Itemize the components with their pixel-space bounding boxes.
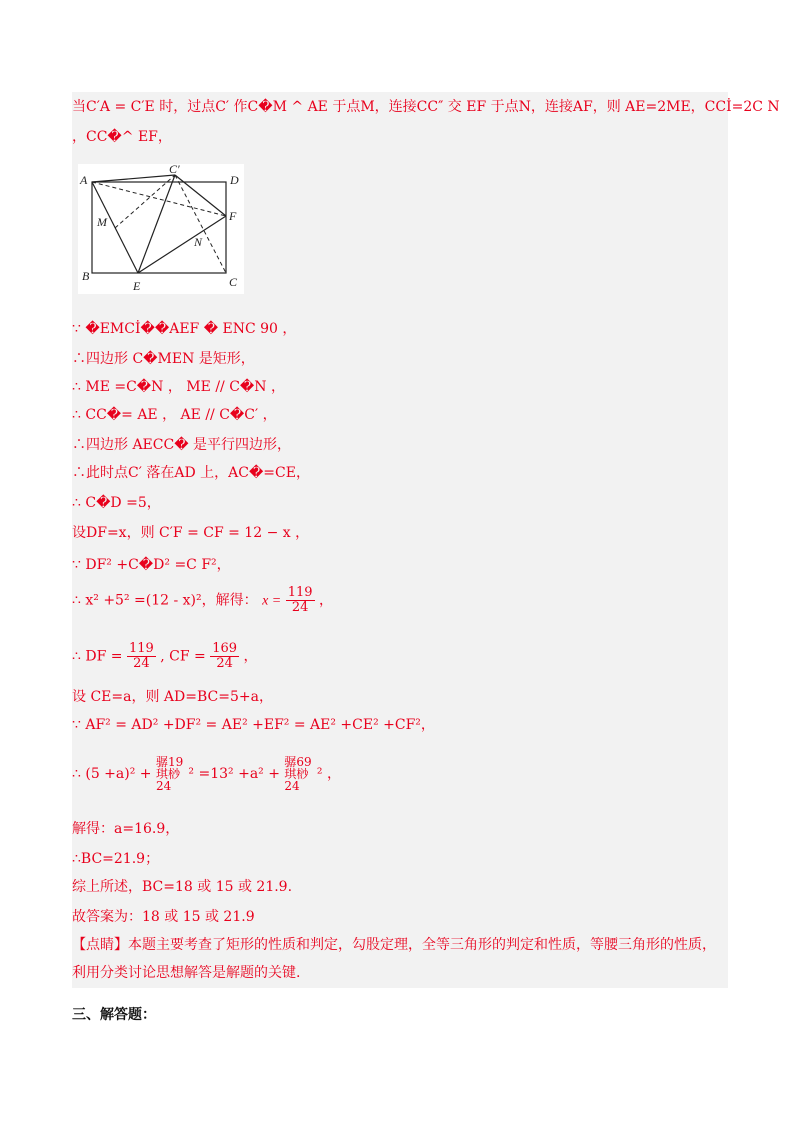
solution-line-8: ∴此时点C′ 落在AD 上，AC�=CE，: [72, 465, 310, 481]
section-heading: 三、解答题：: [72, 1007, 156, 1023]
solution-line-19: 综上所述，BC=18 或 15 或 21.9.: [72, 879, 293, 895]
fraction-x-numerator: 119: [287, 585, 313, 600]
solution-line-10: 设DF=x，则 C′F = CF = 12 − x ，: [72, 525, 310, 541]
solution-line-9: ∴ C�D =5，: [72, 495, 161, 511]
solution-line-5: ∴ ME =C�N ， ME // C�N ，: [72, 379, 285, 395]
solution-line-11: ∵ DF² +C�D² =C F²，: [72, 557, 231, 573]
fraction-df-denominator: 24: [133, 656, 150, 671]
fraction-cf-denominator: 24: [216, 656, 233, 671]
equation-13-cf: , CF =: [160, 648, 206, 665]
solution-line-20: 故答案为：18 或 15 或 21.9: [72, 909, 255, 925]
solution-line-12: ∴ x² +5² =(12 - x)²，解得： x = $\frac{119}{24}$ ，: [72, 585, 333, 615]
solution-line-16: [72, 756, 341, 792]
solution-line-18: ∴BC=21.9；: [72, 851, 160, 867]
figure-label-m: M: [97, 215, 107, 229]
solution-line-15: ∵ AF² = AD² +DF² = AE² +EF² = AE² +CE² +CF²，: [72, 717, 435, 733]
fraction-df-numerator: 119: [128, 641, 154, 656]
equation-12-x: x =: [262, 593, 282, 609]
figure-label-e: E: [133, 279, 141, 293]
equation-12-left: ∴ x² +5² =(12 - x)²，解得：: [72, 592, 258, 609]
solution-line-6: ∴ CC�= AE ， AE // C�C′ ，: [72, 407, 277, 423]
equation-16-left: ∴ (5 +a)² +: [72, 766, 152, 782]
solution-line-4: ∴四边形 C�MEN 是矩形，: [72, 351, 255, 367]
solution-line-3: ∵ �EMCİ��AEF � ENC 90 ，: [72, 321, 297, 337]
figure-label-b: B: [82, 269, 90, 283]
equation-13-df: ∴ DF =: [72, 648, 123, 665]
solution-line-17: 解得：a=16.9，: [72, 821, 180, 837]
solution-line-13: ∴ DF = $\frac{119}{24}$ , CF = $\frac{169}{24}$ ，: [72, 641, 258, 671]
fraction-cf-numerator: 169: [212, 641, 238, 656]
fraction-df: [127, 642, 156, 671]
solution-line-22: 利用分类讨论思想解答是解题的关键.: [72, 965, 301, 981]
figure-label-a: A: [80, 173, 88, 187]
solution-line-14: 设 CE=a，则 AD=BC=5+a，: [72, 689, 273, 705]
figure-label-c: C: [229, 275, 238, 289]
bracket-fraction-69-24: 骣69 琪桫24: [284, 755, 312, 793]
equation-16-middle: ² =13² +a² +: [188, 766, 280, 782]
figure-label-c-prime: C′: [169, 164, 180, 176]
solution-line-7: ∴四边形 AECC� 是平行四边形，: [72, 437, 292, 453]
bracket-fraction-19-24: 骣19 琪桫24: [155, 755, 184, 793]
figure-label-f: F: [229, 209, 237, 223]
solution-line-2: ，CC�^ EF，: [72, 129, 172, 145]
solution-line-21: 【点睛】本题主要考查了矩形的性质和判定，勾股定理，全等三角形的判定和性质，等腰三角形的性质，: [72, 937, 716, 953]
fraction-x: [286, 586, 315, 615]
fraction-cf: [210, 642, 239, 671]
figure-label-d: D: [230, 173, 239, 187]
solution-line-1: 当C′A = C′E 时，过点C′ 作C�M ^ AE 于点M，连接CC″ 交 EF 于点N，连接AF，则 AE=2ME，CCİ=2C N: [72, 99, 780, 115]
geometry-figure: [78, 164, 244, 294]
equation-16-right: ² ，: [316, 766, 341, 782]
figure-label-n: N: [194, 235, 203, 249]
fraction-x-denominator: 24: [291, 600, 309, 615]
